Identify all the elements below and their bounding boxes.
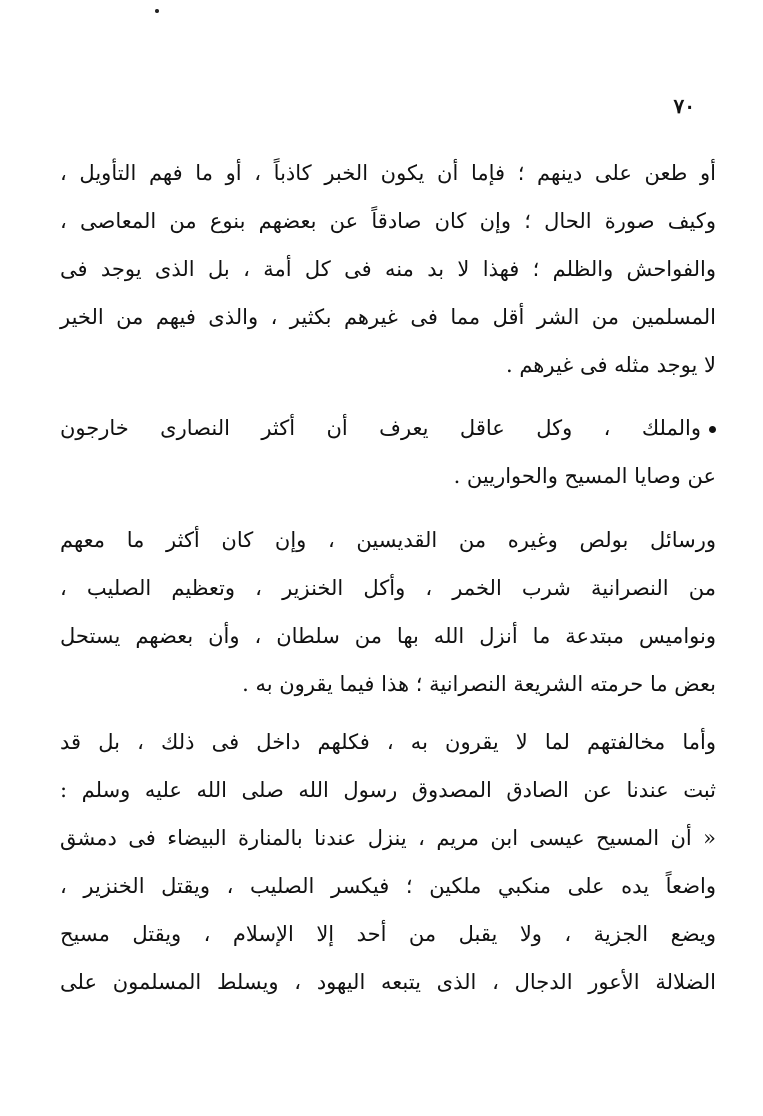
paragraph-line: الضلالة الأعور الدجال ، الذى يتبعه اليهود ، ويسلط المسلمون على bbox=[60, 970, 716, 994]
ink-speck bbox=[155, 9, 159, 13]
paragraph-line: أو طعن على دينهم ؛ فإما أن يكون الخبر كاذباً ، أو ما فهم التأويل ، bbox=[60, 161, 716, 185]
paragraph-line: « أن المسيح عيسى ابن مريم ، ينزل عندنا بالمنارة البيضاء فى دمشق bbox=[60, 826, 716, 850]
paragraph-line: وأما مخالفتهم لما لا يقرون به ، فكلهم داخل فى ذلك ، بل قد bbox=[60, 730, 716, 754]
paragraph-line: ونواميس مبتدعة ما أنزل الله بها من سلطان ، وأن بعضهم يستحل bbox=[60, 624, 716, 648]
paragraph-line: والفواحش والظلم ؛ فهذا لا بد منه فى كل أمة ، بل الذى يوجد فى bbox=[60, 257, 716, 281]
paragraph-line: ويضع الجزية ، ولا يقبل من أحد إلا الإسلام ، ويقتل مسيح bbox=[60, 922, 716, 946]
bullet-marker bbox=[709, 426, 716, 433]
paragraph-line: بعض ما حرمته الشريعة النصرانية ؛ هذا فيما يقرون به . bbox=[242, 672, 716, 696]
paragraph-line: ورسائل بولص وغيره من القديسين ، وإن كان أكثر ما معهم bbox=[60, 528, 716, 552]
paragraph-line: من النصرانية شرب الخمر ، وأكل الخنزير ، وتعظيم الصليب ، bbox=[60, 576, 716, 600]
paragraph-line: المسلمين من الشر أقل مما فى غيرهم بكثير ، والذى فيهم من الخير bbox=[60, 305, 716, 329]
paragraph-line: وكيف صورة الحال ؛ وإن كان صادقاً عن بعضهم بنوع من المعاصى ، bbox=[60, 209, 716, 233]
paragraph-line-text: والملك ، وكل عاقل يعرف أن أكثر النصارى خارجون bbox=[60, 416, 701, 440]
paragraph-line: ثبت عندنا عن الصادق المصدوق رسول الله صلى الله عليه وسلم : bbox=[60, 778, 716, 802]
page-number: ٧٠ bbox=[673, 94, 695, 118]
paragraph-line: عن وصايا المسيح والحواريين . bbox=[453, 464, 716, 488]
paragraph-line: لا يوجد مثله فى غيرهم . bbox=[505, 353, 716, 377]
paragraph-line bbox=[60, 403, 716, 453]
paragraph-line: واضعاً يده على منكبي ملكين ؛ فيكسر الصليب ، ويقتل الخنزير ، bbox=[60, 874, 716, 898]
